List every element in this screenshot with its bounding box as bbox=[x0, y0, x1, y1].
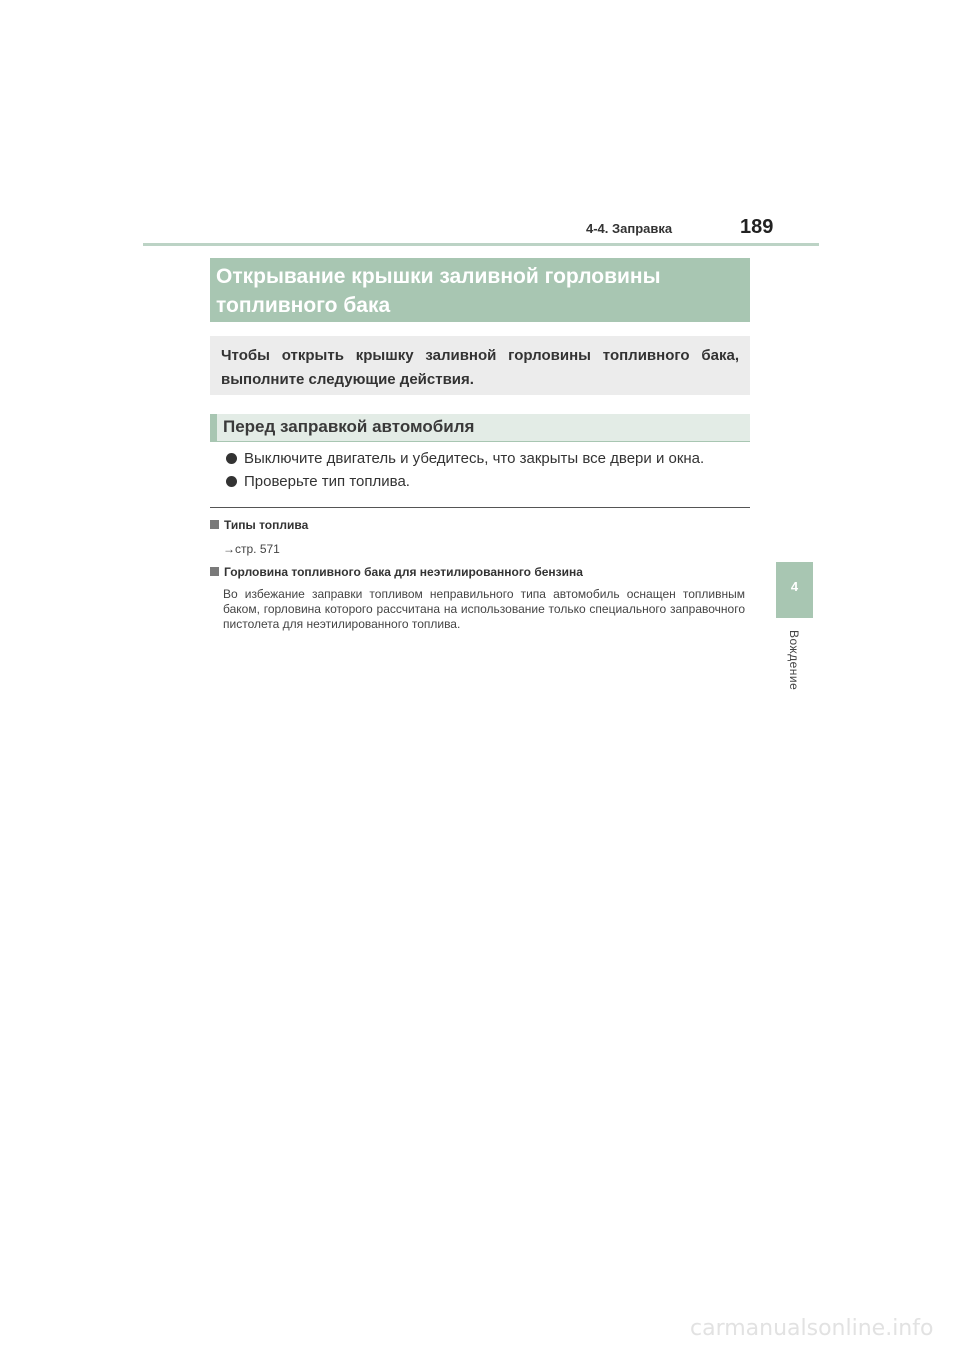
header-section: 4-4. Заправка bbox=[586, 221, 673, 236]
chapter-tab bbox=[776, 562, 813, 618]
note-heading bbox=[210, 565, 583, 579]
chapter-number: 4 bbox=[790, 579, 799, 594]
bullet-item bbox=[226, 473, 410, 490]
title-band bbox=[210, 258, 750, 322]
bullet-dot-icon bbox=[226, 453, 237, 464]
square-bullet-icon bbox=[210, 520, 219, 529]
bullet-item bbox=[226, 450, 704, 467]
page-title-line1: Открывание крышки заливной горловины bbox=[216, 265, 661, 288]
square-bullet-icon bbox=[210, 567, 219, 576]
subsection-band bbox=[210, 414, 750, 442]
note-heading bbox=[210, 518, 308, 532]
bullet-dot-icon bbox=[226, 476, 237, 487]
page-number: 189 bbox=[740, 216, 774, 238]
subsection-accent bbox=[210, 414, 217, 441]
footer-watermark: carmanualsonline.info bbox=[690, 1316, 934, 1341]
subsection-title: Перед заправкой автомобиля bbox=[223, 417, 475, 436]
intro-box bbox=[210, 336, 750, 395]
note-heading-text: Типы топлива bbox=[224, 518, 309, 532]
page-title-line2: топливного бака bbox=[216, 294, 391, 317]
note-body: Во избежание заправки топливом неправильного типа автомобиль оснащен топливным баком, горловина которого рассчитана на использование только специального заправочного пистолета для неэтилированного топлива. bbox=[223, 587, 745, 631]
header-rule bbox=[143, 243, 819, 246]
bullet-text: Выключите двигатель и убедитесь, что закрыты все двери и окна. bbox=[244, 450, 705, 467]
chapter-label: Вождение bbox=[787, 630, 801, 691]
intro-text: Чтобы открыть крышку заливной горловины топливного бака, выполните следующие действия. bbox=[221, 347, 739, 388]
note-heading-text: Горловина топливного бака для неэтилированного бензина bbox=[224, 565, 583, 579]
page-title bbox=[216, 262, 661, 320]
bullet-text: Проверьте тип топлива. bbox=[244, 473, 410, 490]
page-reference-link[interactable]: →стр. 571 bbox=[223, 542, 280, 556]
section-separator bbox=[210, 507, 750, 508]
